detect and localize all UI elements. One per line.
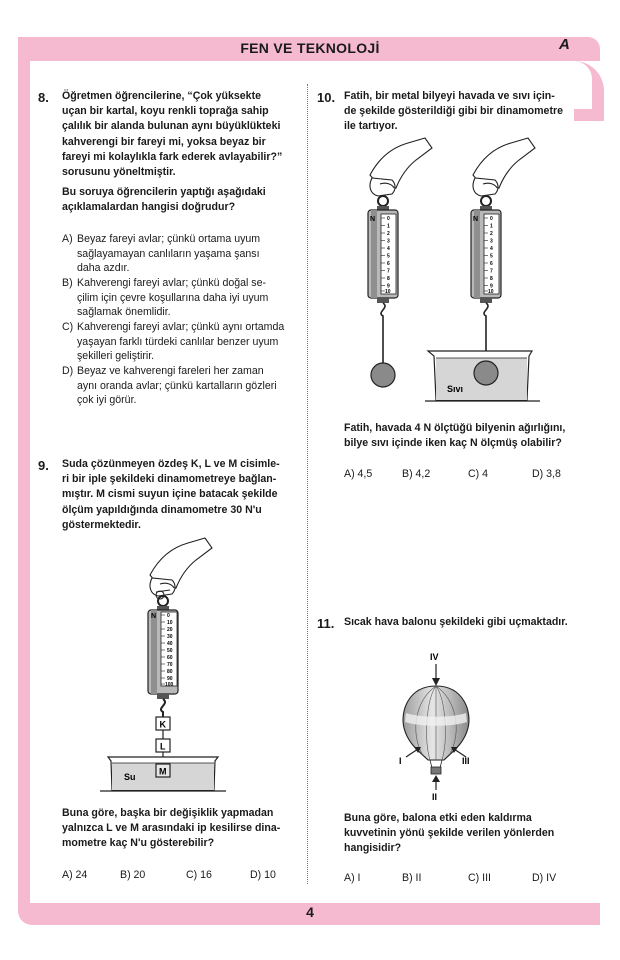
scale-tick: 7 — [490, 268, 493, 275]
q9-question-line: yalnızca L ve M arasındaki ip kesilirse dina- — [62, 822, 281, 835]
scale-unit: N — [370, 216, 376, 223]
scale-tick: 50 — [167, 648, 173, 654]
q10-answer-a[interactable]: A) 4,5 — [344, 468, 373, 480]
scale-tick: 100 — [165, 682, 174, 688]
page-title: FEN VE TEKNOLOJİ — [240, 40, 380, 56]
option-label: D) — [62, 365, 74, 377]
q9-answer-d[interactable]: D) 10 — [250, 869, 276, 881]
option-line: yaşayan farklı türdeki canlılar benzer uyum — [77, 335, 279, 348]
scale-tick: 2 — [490, 231, 493, 237]
option-label: B) — [62, 277, 73, 289]
scale-unit: N — [473, 216, 479, 223]
q10-number: 10. — [317, 90, 336, 105]
scale-tick: 8 — [490, 276, 493, 282]
scale-tick: 2 — [387, 231, 390, 237]
scale-tick: 6 — [387, 261, 390, 267]
scale-tick: 3 — [490, 238, 493, 245]
q10-question-line: bilye sıvı içinde iken kaç N ölçmüş olabilir? — [344, 437, 562, 450]
scale-tick: 0 — [387, 216, 390, 222]
q9-question-line: Buna göre, başka bir değişiklik yapmadan — [62, 807, 274, 819]
q9-answer-b[interactable]: B) 20 — [120, 869, 146, 881]
q9-number: 9. — [38, 458, 49, 473]
q8-stem-line: fareyi mi kolaylıkla fark ederek avlayabilir?” — [62, 150, 283, 163]
q11-answer-b[interactable]: B) II — [402, 872, 422, 884]
object-k-label: K — [159, 719, 166, 730]
option-line: çilim için çevre koşullarına daha iyi uyum — [77, 291, 269, 304]
scale-tick: 70 — [167, 662, 173, 668]
q10-stem-line: de şekilde gösterildiği gibi bir dinamometre — [344, 105, 563, 118]
q8-stem-line: kahverengi bir fareyi mi, yoksa beyaz bir — [62, 135, 266, 148]
q8-stem-line: çalılık bir alanda bulunan aynı büyüklükteki — [62, 120, 281, 133]
q10-stem-line: Fatih, bir metal bilyeyi havada ve sıvı için- — [344, 90, 555, 102]
q8-question-line: Bu soruya öğrencilerin yaptığı aşağıdaki — [62, 186, 266, 198]
scale-tick: 1 — [490, 223, 493, 230]
object-l-label: L — [160, 741, 166, 752]
scale-tick: 40 — [167, 641, 173, 647]
scale-tick: 4 — [490, 246, 493, 252]
scale-unit: N — [151, 613, 157, 620]
scale-tick: 3 — [387, 238, 390, 245]
object-m-label: M — [159, 766, 167, 777]
page-number: 4 — [306, 904, 314, 920]
q11-question-line: Buna göre, balona etki eden kaldırma — [344, 812, 532, 824]
scale-tick: 4 — [387, 246, 390, 252]
arrow-label-iii: III — [462, 756, 470, 766]
q9-stem-line: göstermektedir. — [62, 518, 141, 531]
q9-answer-c[interactable]: C) 16 — [186, 869, 212, 881]
q9-stem-line: Suda çözünmeyen özdeş K, L ve M cisimle- — [62, 458, 280, 470]
scale-tick: 30 — [167, 634, 173, 640]
option-line: sağlamak önemlidir. — [77, 306, 171, 319]
option-line: şekilleri geliştirir. — [77, 350, 155, 363]
q11-answer-d[interactable]: D) IV — [532, 872, 557, 884]
balloon-basket — [431, 767, 441, 774]
option-line: sağlayamayan canlıların yaşama şansı — [77, 247, 260, 260]
q9-stem-line: mıştır. M cismi suyun içine batacak şekilde — [62, 488, 278, 501]
option-line: daha azdır. — [77, 262, 130, 275]
scale-tick: 0 — [167, 613, 170, 619]
q10-stem-line: ile tartıyor. — [344, 120, 398, 133]
scale-tick: 7 — [387, 268, 390, 275]
scale-tick: 60 — [167, 655, 173, 661]
scale-tick: 80 — [167, 669, 173, 675]
option-label: A) — [62, 233, 73, 245]
scale-tick: 1 — [387, 223, 390, 230]
scale-tick: 8 — [387, 276, 390, 282]
scale-tick: 6 — [490, 261, 493, 267]
option-line: aynı oranda avlar; çünkü kartalların gözleri — [77, 379, 277, 392]
q11-stem-line: Sıcak hava balonu şekildeki gibi uçmaktadır. — [344, 616, 568, 628]
q9-stem-line: ölçüm yapıldığında dinamometre 30 N'u — [62, 503, 262, 516]
option-line: çok iyi görür. — [77, 394, 137, 407]
q11-question — [344, 811, 594, 857]
arrow-label-iv: IV — [430, 652, 439, 662]
liquid-label-su: Su — [124, 772, 136, 782]
option-line: Beyaz fareyi avlar; çünkü ortama uyum — [77, 233, 261, 245]
liquid-label-sivi: Sıvı — [447, 384, 464, 394]
q11-question-line: kuvvetinin yönü şekilde verilen yönlerden — [344, 827, 555, 840]
q11-answer-a[interactable]: A) I — [344, 872, 361, 884]
scale-tick: 9 — [490, 283, 493, 290]
q11-answer-c[interactable]: C) III — [468, 872, 491, 884]
scale-tick: 10 — [488, 289, 494, 295]
q8-question-line: açıklamalardan hangisi doğrudur? — [62, 201, 236, 214]
q10-answer-b[interactable]: B) 4,2 — [402, 468, 431, 480]
scale-tick: 0 — [490, 216, 493, 222]
q9-question-line: mometre kaç N'u gösterebilir? — [62, 837, 215, 850]
option-line: Kahverengi fareyi avlar; çünkü aynı ortamda — [77, 321, 285, 333]
booklet-letter: A — [559, 36, 570, 53]
scale-tick: 20 — [167, 627, 173, 633]
q8-stem-line: sorusunu yöneltmiştir. — [62, 166, 176, 179]
option-line: Kahverengi fareyi avlar; çünkü doğal se- — [77, 277, 267, 289]
option-label: C) — [62, 321, 74, 333]
arrow-label-ii: II — [432, 792, 438, 802]
q9-answer-a[interactable]: A) 24 — [62, 869, 88, 881]
q9-stem-line: ri bir iple şekildeki dinamometreye bağlan- — [62, 473, 277, 486]
scale-tick: 9 — [387, 283, 390, 290]
q10-answer-d[interactable]: D) 3,8 — [532, 468, 561, 480]
q10-question-line: Fatih, havada 4 N ölçtüğü bilyenin ağırlığını, — [344, 422, 566, 434]
scale-tick: 90 — [167, 676, 173, 682]
arrow-label-i: I — [399, 756, 402, 766]
q11-answers — [344, 872, 594, 888]
q8-number: 8. — [38, 90, 49, 105]
q8-stem-line: uçan bir kartal, koyu renkli toprağa sahip — [62, 105, 269, 118]
scale-tick: 10 — [167, 620, 173, 626]
q11-number: 11. — [317, 616, 335, 631]
scale-tick: 10 — [385, 289, 391, 295]
q10-answer-c[interactable]: C) 4 — [468, 468, 489, 480]
scale-tick: 5 — [387, 253, 390, 260]
q8-stem-line: Öğretmen öğrencilerine, “Çok yüksekte — [62, 90, 261, 102]
option-line: Beyaz ve kahverengi fareleri her zaman — [77, 365, 264, 377]
scale-tick: 5 — [490, 253, 493, 260]
q11-question-line: hangisidir? — [344, 842, 402, 855]
